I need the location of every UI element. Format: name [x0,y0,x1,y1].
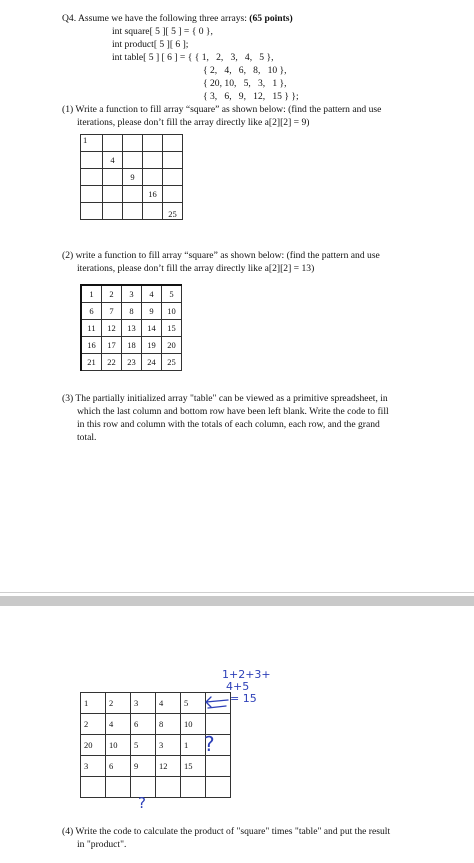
grid-row [81,135,183,152]
grid-cell: 8 [122,303,142,320]
grid-cell: 14 [142,320,162,337]
grid-cell [181,777,206,798]
document-page-2 [0,608,474,863]
grid-cell: 4 [156,693,181,714]
grid-cell: 11 [81,320,102,337]
grid-cell [163,186,183,203]
grid-cell: 6 [106,756,131,777]
grid-cell [81,777,106,798]
grid-cell: 7 [102,303,122,320]
decl-table-row-3: { 20, 10, 5, 3, 1 }, [203,78,287,89]
grid-cell [106,777,131,798]
grid-row [81,169,183,186]
decl-square: int square[ 5 ][ 5 ] = { 0 }, [112,26,213,37]
grid-cell [123,186,143,203]
square-diagonal-grid [80,134,183,220]
grid-cell: 23 [122,354,142,371]
handwritten-sum-line-2: 4+5 [226,680,250,693]
grid-cell [163,169,183,186]
grid-cell: 3 [81,756,106,777]
grid-cell: 17 [102,337,122,354]
decl-table-row-2: { 2, 4, 6, 8, 10 }, [203,65,287,76]
grid-cell: 25 [162,354,182,371]
grid-cell [143,169,163,186]
grid-cell: 9 [142,303,162,320]
grid-cell: 3 [131,693,156,714]
grid-row [81,152,183,169]
grid-cell [103,203,123,220]
grid-cell: 18 [122,337,142,354]
grid-cell: 5 [181,693,206,714]
grid-row [81,354,182,371]
grid-cell: 1 [81,285,102,303]
grid-cell: 20 [81,735,106,756]
grid-cell: 25 [163,203,183,220]
grid-row [81,186,183,203]
grid-cell: 4 [106,714,131,735]
grid-cell [123,152,143,169]
grid-cell: 20 [162,337,182,354]
part2-line-2: iterations, please don’t fill the array directly like a[2][2] = 13) [77,263,315,274]
grid-cell: 6 [81,303,102,320]
grid-cell: 1 [81,135,103,152]
grid-cell [81,169,103,186]
grid-cell: 2 [81,714,106,735]
part1-line-1: (1) Write a function to fill array “square” as shown below: (find the pattern and use [62,104,382,115]
grid-cell: 1 [81,693,106,714]
part3-line-3: in this row and column with the totals of each column, each row, and the grand [77,419,380,430]
handwritten-arrow-icon [200,694,230,714]
grid-cell: 9 [123,169,143,186]
grid-cell: 22 [102,354,122,371]
part3-line-1: (3) The partially initialized array "table" can be viewed as a primitive spreadsheet, in [62,393,388,404]
grid-cell: 13 [122,320,142,337]
grid-cell: 19 [142,337,162,354]
part3-line-2: which the last column and bottom row have been left blank. Write the code to fill [77,406,389,417]
grid-row [81,285,182,303]
heading-text: Q4. Assume we have the following three arrays: [62,13,250,24]
grid-cell: 21 [81,354,102,371]
square-sequential-grid [80,284,182,371]
grid-row [81,320,182,337]
grid-cell [143,152,163,169]
grid-cell: 1 [181,735,206,756]
grid-row [81,756,231,777]
handwritten-question-mark-right: ? [204,732,215,756]
part1-line-2: iterations, please don’t fill the array directly like a[2][2] = 9) [77,117,310,128]
part3-line-4: total. [77,432,97,443]
grid-cell: 6 [131,714,156,735]
grid-cell: 16 [81,337,102,354]
grid-row [81,777,231,798]
grid-cell: 15 [181,756,206,777]
grid-cell [206,756,231,777]
grid-cell [156,777,181,798]
grid-cell: 16 [143,186,163,203]
grid-cell: 5 [162,285,182,303]
page-gap [0,596,474,606]
grid-cell: 10 [106,735,131,756]
grid-cell [123,203,143,220]
grid-cell: 12 [156,756,181,777]
handwritten-question-mark-bottom: ? [138,794,146,812]
grid-cell [81,203,103,220]
grid-cell: 2 [106,693,131,714]
grid-cell: 2 [102,285,122,303]
grid-cell: 12 [102,320,122,337]
grid-cell: 4 [103,152,123,169]
grid-cell [163,135,183,152]
grid-cell [103,169,123,186]
decl-product: int product[ 5 ][ 6 ]; [112,39,189,50]
grid-cell: 4 [142,285,162,303]
handwritten-sum-line-3: = 15 [230,692,257,705]
question-heading [62,13,293,24]
grid-cell: 10 [162,303,182,320]
grid-cell [103,186,123,203]
grid-cell: 5 [131,735,156,756]
grid-cell [103,135,123,152]
points-label: (65 points) [249,13,293,24]
grid-cell: 3 [156,735,181,756]
grid-cell [206,777,231,798]
part2-line-1: (2) write a function to fill array “square” as shown below: (find the pattern and use [62,250,380,261]
grid-row [81,337,182,354]
grid-cell [123,135,143,152]
grid-cell [143,203,163,220]
grid-cell: 15 [162,320,182,337]
grid-cell [81,186,103,203]
decl-table-row-1: int table[ 5 ] [ 6 ] = { { 1, 2, 3, 4, 5 }, [112,52,274,63]
grid-cell [143,135,163,152]
grid-cell: 24 [142,354,162,371]
grid-row [81,303,182,320]
decl-table-row-4: { 3, 6, 9, 12, 15 } }; [203,91,299,102]
grid-cell [163,152,183,169]
handwritten-sum-line-1: 1+2+3+ [222,668,271,681]
grid-cell [81,152,103,169]
grid-cell: 9 [131,756,156,777]
part4-line-1: (4) Write the code to calculate the product of "square" times "table" and put the result [62,826,391,837]
grid-cell: 3 [122,285,142,303]
part4-line-2: in "product". [77,839,127,850]
grid-cell: 10 [181,714,206,735]
grid-row [81,203,183,220]
grid-cell: 8 [156,714,181,735]
